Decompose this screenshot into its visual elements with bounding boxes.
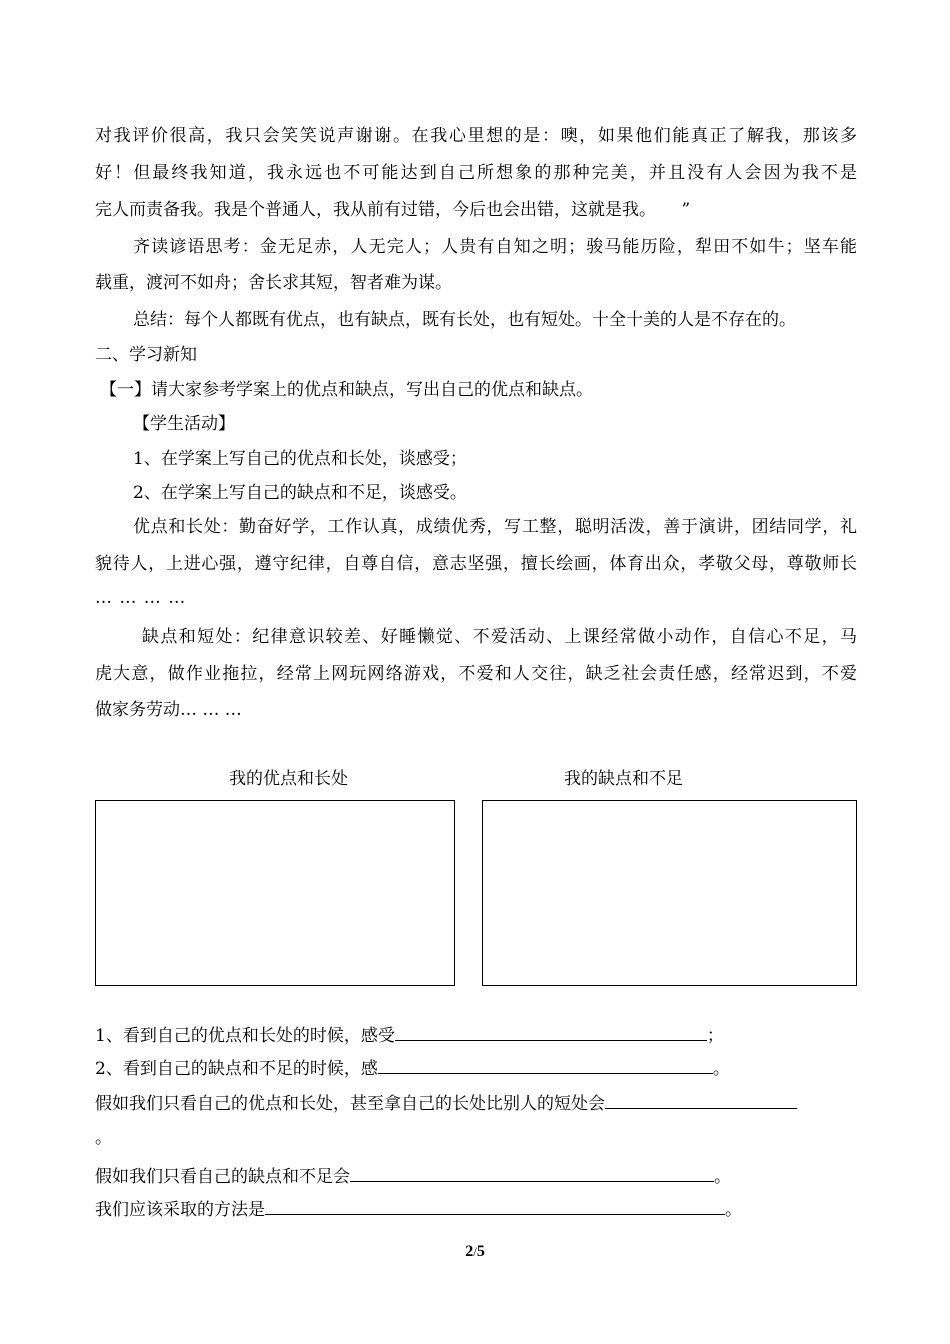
proverbs-line: 载重，渡河不如舟；舍长求其短，智者难为谋。	[95, 273, 452, 293]
activity-item: 2、在学案上写自己的缺点和不足，谈感受。	[133, 483, 467, 503]
paragraph-line: 完人而责备我。我是个普通人，我从前有过错，今后也会出错，这就是我。 ”	[95, 200, 691, 220]
activity-item: 1、在学案上写自己的优点和长处，谈感受；	[133, 449, 467, 469]
weaknesses-writing-box[interactable]	[482, 800, 857, 986]
question-1-end: ；	[706, 1026, 724, 1046]
task-heading: 【一】请大家参考学案上的优点和缺点，写出自己的优点和缺点。	[100, 380, 593, 400]
summary-line: 总结：每个人都既有优点，也有缺点，既有长处，也有短处。十全十美的人是不存在的。	[133, 310, 796, 330]
question-4	[95, 1165, 857, 1187]
question-3-text: 假如我们只看自己的优点和长处，甚至拿自己的长处比别人的短处会	[95, 1094, 605, 1114]
page-number	[0, 1243, 950, 1261]
strengths-writing-box[interactable]	[95, 800, 455, 986]
question-1-blank[interactable]	[395, 1024, 707, 1041]
question-3-blank[interactable]	[605, 1092, 797, 1109]
activity-heading: 【学生活动】	[133, 414, 235, 434]
current-page: 2	[465, 1243, 474, 1260]
question-4-blank[interactable]	[350, 1165, 714, 1182]
weaknesses-line: 虎大意，做作业拖拉，经常上网玩网络游戏，不爱和人交往，缺乏社会责任感，经常迟到，不爱	[95, 664, 857, 684]
question-2-end: 。	[712, 1059, 730, 1079]
question-5-blank[interactable]	[265, 1198, 725, 1215]
question-2-blank[interactable]	[378, 1057, 713, 1074]
question-1-text: 1、看到自己的优点和长处的时候，感受	[95, 1026, 395, 1046]
strengths-line: 优点和长处：勤奋好学，工作认真，成绩优秀，写工整，聪明活泼，善于演讲，团结同学，礼	[133, 517, 857, 537]
proverbs-line: 齐读谚语思考：金无足赤，人无完人；人贵有自知之明；骏马能历险，犁田不如牛；坚车能	[133, 237, 857, 257]
question-4-text: 假如我们只看自己的缺点和不足会	[95, 1167, 350, 1187]
strengths-ellipsis: … … … …	[95, 588, 187, 608]
weaknesses-line: 做家务劳动… … …	[95, 700, 242, 720]
question-2-text: 2、看到自己的缺点和不足的时候，感	[95, 1059, 378, 1079]
strengths-box-caption: 我的优点和长处	[229, 769, 348, 789]
question-3-end: 。	[95, 1128, 112, 1148]
question-3	[95, 1092, 857, 1114]
question-1	[95, 1024, 857, 1046]
strengths-line: 貌待人，上进心强，遵守纪律，自尊自信，意志坚强，擅长绘画，体育出众，孝敬父母，尊敬师长	[95, 554, 857, 574]
total-pages: 5	[476, 1243, 485, 1260]
question-5-end: 。	[725, 1200, 742, 1220]
question-2	[95, 1057, 857, 1079]
page-separator: /	[473, 1244, 477, 1259]
paragraph-line: 好！但最终我知道，我永远也不可能达到自己所想象的那种完美，并且没有人会因为我不是	[95, 163, 857, 183]
question-5-text: 我们应该采取的方法是	[95, 1200, 265, 1220]
weaknesses-line: 缺点和短处：纪律意识较差、好睡懒觉、不爱活动、上课经常做小动作，自信心不足，马	[142, 627, 857, 647]
paragraph-line: 对我评价很高，我只会笑笑说声谢谢。在我心里想的是：噢，如果他们能真正了解我，那该多	[95, 126, 857, 146]
question-4-end: 。	[714, 1167, 731, 1187]
section-heading: 二、学习新知	[95, 345, 197, 365]
weaknesses-box-caption: 我的缺点和不足	[564, 769, 683, 789]
question-5	[95, 1198, 857, 1220]
